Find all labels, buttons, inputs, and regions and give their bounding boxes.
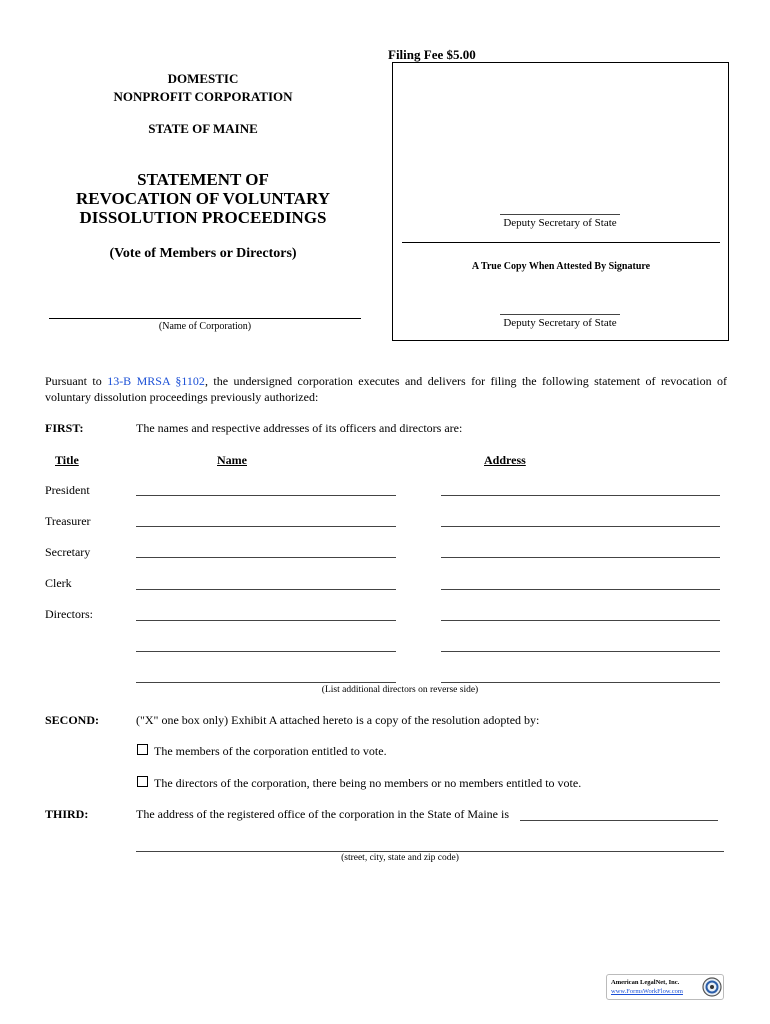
clerk-address-line[interactable] xyxy=(441,589,720,590)
deputy-signature-line-2[interactable] xyxy=(500,314,620,315)
document-title xyxy=(60,170,346,227)
treasurer-name-line[interactable] xyxy=(136,526,396,527)
option-members xyxy=(137,744,387,759)
intro-paragraph xyxy=(45,373,727,405)
option-members-label: The members of the corporation entitled to vote. xyxy=(154,744,387,758)
first-label: FIRST: xyxy=(45,421,84,435)
director-3-name-line[interactable] xyxy=(136,682,396,683)
president-address-line[interactable] xyxy=(441,495,720,496)
treasurer-address-line[interactable] xyxy=(441,526,720,527)
director-1-name-line[interactable] xyxy=(136,620,396,621)
secretary-address-line[interactable] xyxy=(441,557,720,558)
row-label-directors: Directors: xyxy=(45,607,93,621)
third-label: THIRD: xyxy=(45,807,89,821)
additional-directors-note: (List additional directors on reverse side) xyxy=(321,685,479,695)
col-title-header: Title xyxy=(55,453,79,467)
director-2-name-line[interactable] xyxy=(136,651,396,652)
header-state: STATE OF MAINE xyxy=(148,121,258,136)
col-name-header: Name xyxy=(217,453,247,467)
registered-office-line-2[interactable] xyxy=(136,851,724,852)
deputy-caption-1: Deputy Secretary of State xyxy=(503,217,617,229)
col-address-header: Address xyxy=(484,453,526,467)
row-label-secretary: Secretary xyxy=(45,545,91,559)
director-3-address-line[interactable] xyxy=(441,682,720,683)
president-name-line[interactable] xyxy=(136,495,396,496)
secretary-name-line[interactable] xyxy=(136,557,396,558)
footer-badge xyxy=(606,974,724,1000)
first-text: The names and respective addresses of its officers and directors are: xyxy=(136,421,463,435)
second-label: SECOND: xyxy=(45,713,100,727)
footer-company: American LegalNet, Inc. xyxy=(611,979,680,986)
filing-office-box xyxy=(392,62,729,341)
footer-url[interactable]: www.FormsWorkFlow.com xyxy=(611,988,683,995)
header-corp-type xyxy=(100,70,306,106)
attest-text: A True Copy When Attested By Signature xyxy=(471,261,651,272)
row-label-clerk: Clerk xyxy=(45,576,72,590)
directors-checkbox[interactable] xyxy=(137,776,148,787)
clerk-name-line[interactable] xyxy=(136,589,396,590)
header-line2: NONPROFIT CORPORATION xyxy=(113,89,293,104)
deputy-signature-line-1[interactable] xyxy=(500,214,620,215)
formsworkflow-logo-icon xyxy=(702,977,722,997)
title-line2: REVOCATION OF VOLUNTARY xyxy=(75,189,331,208)
title-line1: STATEMENT OF xyxy=(137,170,269,189)
filing-box-divider xyxy=(402,242,720,243)
corporation-name-caption: (Name of Corporation) xyxy=(158,321,252,332)
row-label-president: President xyxy=(45,483,90,497)
intro-post: , the undersigned corporation executes and delivers for filing the following statement of revocation of voluntary dissolution proceedings previously authorized: xyxy=(45,374,727,404)
header-line1: DOMESTIC xyxy=(167,71,239,86)
members-checkbox[interactable] xyxy=(137,744,148,755)
director-2-address-line[interactable] xyxy=(441,651,720,652)
intro-pre: Pursuant to xyxy=(45,374,108,388)
statute-link[interactable]: 13-B MRSA §1102 xyxy=(107,374,205,388)
third-text: The address of the registered office of the corporation in the State of Maine is xyxy=(136,807,509,821)
row-label-treasurer: Treasurer xyxy=(45,514,91,528)
director-1-address-line[interactable] xyxy=(441,620,720,621)
address-caption: (street, city, state and zip code) xyxy=(341,853,459,863)
option-directors xyxy=(137,776,581,791)
subtitle: (Vote of Members or Directors) xyxy=(109,246,297,261)
deputy-caption-2: Deputy Secretary of State xyxy=(503,317,617,329)
filing-fee: Filing Fee $5.00 xyxy=(388,47,476,62)
title-line3: DISSOLUTION PROCEEDINGS xyxy=(79,208,327,227)
option-directors-label: The directors of the corporation, there being no members or no members entitled to vote. xyxy=(154,776,582,790)
registered-office-line-1[interactable] xyxy=(520,820,718,821)
second-text: ("X" one box only) Exhibit A attached hereto is a copy of the resolution adopted by: xyxy=(136,713,540,727)
corporation-name-line[interactable] xyxy=(49,318,361,319)
